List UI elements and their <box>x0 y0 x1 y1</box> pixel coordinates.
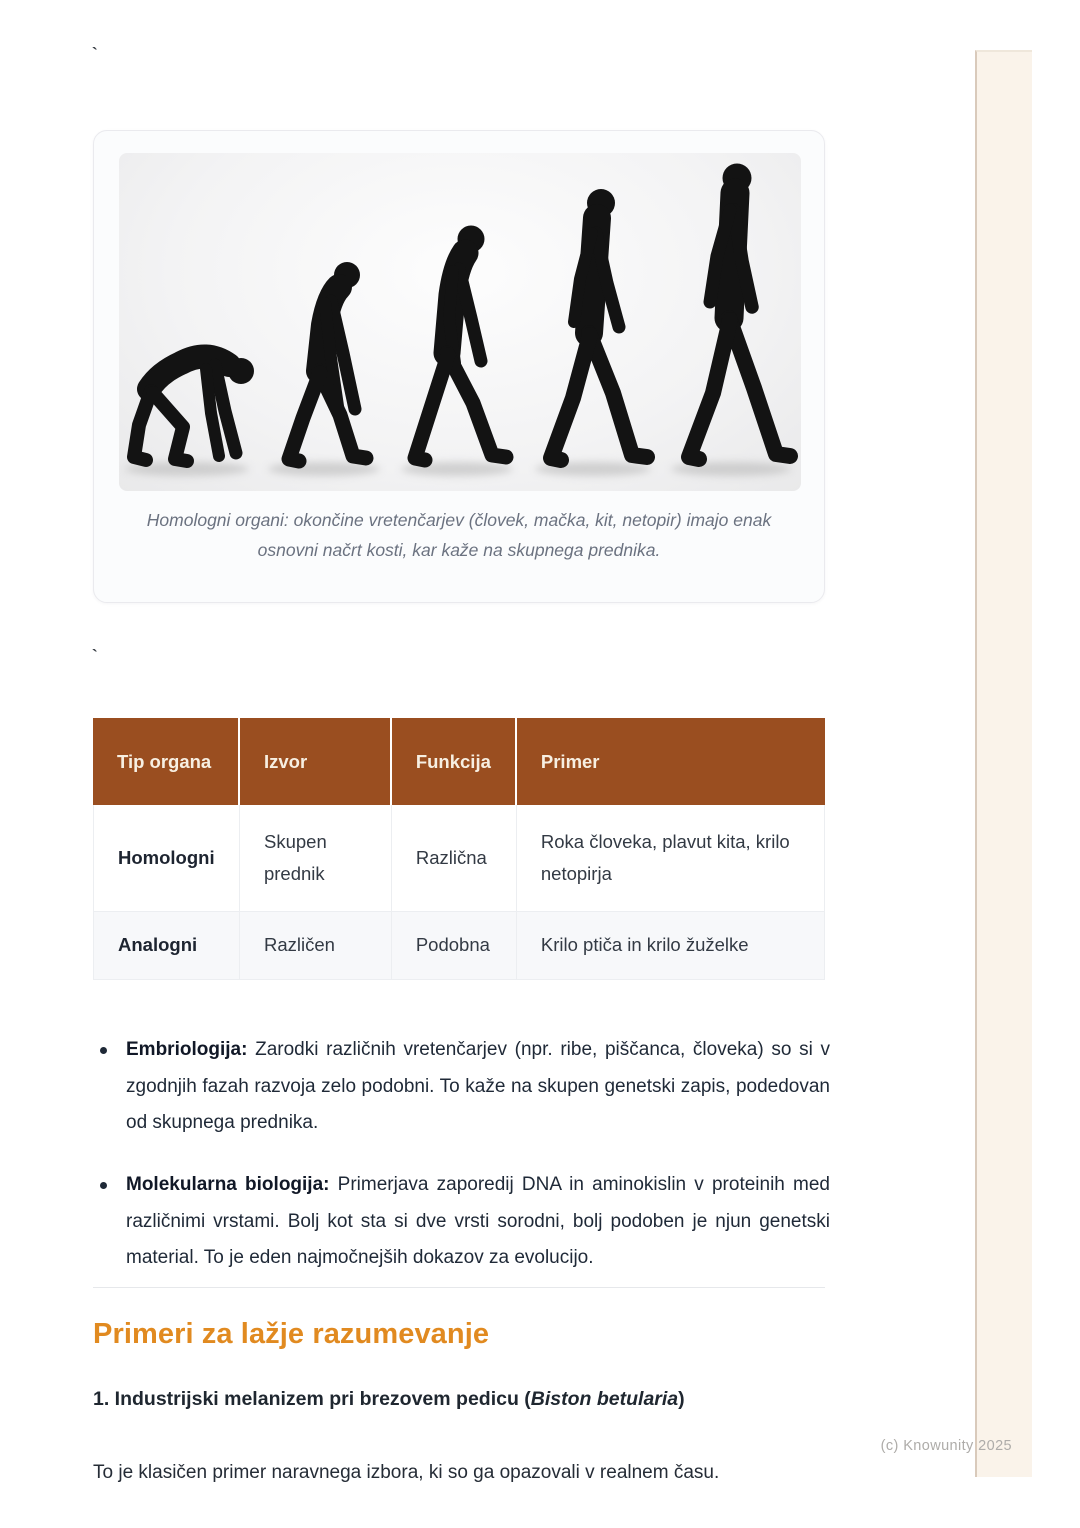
table-row-analogni <box>93 912 825 980</box>
page-edge-strip <box>975 50 1032 1477</box>
column-header-tip-organa: Tip organa <box>93 718 240 805</box>
bullet-lead: Embriologija: <box>126 1039 248 1060</box>
example-subheading <box>93 1388 685 1411</box>
column-header-primer: Primer <box>517 718 825 805</box>
cell-primer-analogni: Krilo ptiča in krilo žuželke <box>517 912 825 980</box>
figure-card <box>93 130 825 603</box>
list-item-molekularna-biologija <box>93 1167 830 1277</box>
cell-primer-homologni: Roka človeka, plavut kita, krilo netopirja <box>517 805 825 912</box>
bullet-text: Primerjava zaporedij DNA in aminokislin v proteinih med različnimi vrstami. Bolj kot sta si dve vrsti sorodni, bolj podoben je njun genetski material. To je eden najmočnejših dokazov za evolucijo. <box>126 1173 831 1269</box>
cell-izvor-homologni: Skupen prednik <box>240 805 392 912</box>
species-name-italic: Biston betularia <box>530 1388 679 1410</box>
subheading-prefix: 1. Industrijski melanizem pri brezovem pedicu ( <box>93 1388 531 1410</box>
table-row-homologni <box>93 805 825 912</box>
bullet-text: Zarodki različnih vretenčarjev (npr. ribe, piščanca, človeka) so si v zgodnjih fazah razvoja zelo podobni. To kaže na skupen genetski zapis, podedovan od skupnega prednika. <box>126 1039 830 1134</box>
silhouette-near-modern-human <box>551 189 647 460</box>
cell-tip-homologni: Homologni <box>93 805 240 912</box>
cell-izvor-analogni: Različen <box>240 912 392 980</box>
bullet-dot <box>100 1182 107 1189</box>
silhouette-modern-human <box>689 164 790 460</box>
paragraph-text: To je klasičen primer naravnega izbora, ki so ga opazovali v realnem času. <box>93 1462 720 1483</box>
cell-funkcija-analogni: Podobna <box>392 912 517 980</box>
section-heading: Primeri za lažje razumevanje <box>93 1318 490 1350</box>
column-header-funkcija: Funkcija <box>392 718 517 805</box>
stray-backtick-mark: ` <box>92 646 98 665</box>
copyright-watermark: (c) Knowunity 2025 <box>880 1438 1012 1454</box>
evolution-march-of-progress-illustration <box>119 153 801 491</box>
stray-backtick-mark: ` <box>92 44 98 63</box>
evolution-figures-image <box>119 153 801 491</box>
table-header-row <box>93 718 825 805</box>
cell-funkcija-homologni: Različna <box>392 805 517 912</box>
list-item-embriologija <box>93 1032 830 1142</box>
subheading-suffix: ) <box>678 1388 685 1410</box>
evidence-bullet-list <box>93 1032 830 1302</box>
silhouette-early-hominid <box>289 262 366 461</box>
bullet-lead: Molekularna biologija: <box>126 1173 330 1195</box>
silhouette-ape <box>134 356 254 461</box>
section-divider <box>93 1287 825 1288</box>
silhouette-stooped-hominid <box>415 226 506 461</box>
bullet-dot <box>100 1047 107 1054</box>
organs-comparison-table <box>93 718 825 980</box>
figure-caption: Homologni organi: okončine vretenčarjev (človek, mačka, kit, netopir) imajo enak osnovni načrt kosti, kar kaže na skupnega prednika. <box>146 510 772 561</box>
cell-tip-analogni: Analogni <box>93 912 240 980</box>
column-header-izvor: Izvor <box>240 718 392 805</box>
